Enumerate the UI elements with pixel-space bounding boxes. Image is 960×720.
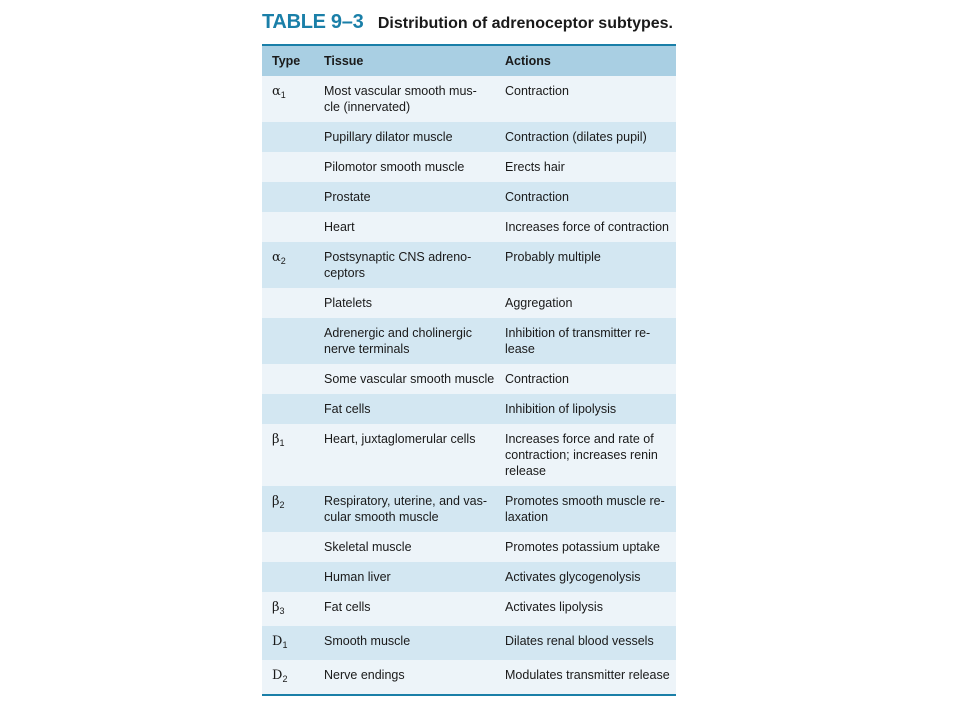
table-header-row (262, 46, 676, 76)
table-row (262, 364, 676, 394)
action-cell: Erects hair (505, 160, 565, 174)
tissue-cell: Postsynaptic CNS adreno- ceptors (324, 250, 472, 280)
tissue-cell: Human liver (324, 570, 391, 584)
type-cell (262, 76, 324, 122)
table-row (262, 424, 676, 486)
action-cell: Modulates transmitter release (505, 668, 670, 682)
receptor-subscript: 2 (282, 674, 288, 684)
type-cell (262, 660, 324, 694)
type-cell (262, 486, 324, 532)
action-cell: Promotes potassium uptake (505, 540, 660, 554)
action-cell: Contraction (505, 372, 569, 386)
type-cell (262, 152, 324, 182)
action-cell: Increases force of contraction (505, 220, 669, 234)
action-cell: Dilates renal blood vessels (505, 634, 654, 648)
table-row (262, 660, 676, 694)
receptor-subscript: 1 (279, 438, 285, 448)
action-cell: Promotes smooth muscle re- laxation (505, 494, 665, 524)
header-type: Type (272, 54, 301, 68)
table-number: TABLE 9–3 (262, 11, 364, 33)
tissue-cell: Platelets (324, 296, 372, 310)
receptor-subscript: 2 (279, 500, 285, 510)
type-cell (262, 626, 324, 660)
tissue-cell: Skeletal muscle (324, 540, 412, 554)
tissue-cell: Fat cells (324, 600, 371, 614)
tissue-cell: Nerve endings (324, 668, 405, 682)
tissue-cell: Pupillary dilator muscle (324, 130, 453, 144)
type-cell (262, 288, 324, 318)
action-cell: Activates lipolysis (505, 600, 603, 614)
type-cell (262, 182, 324, 212)
receptor-subscript: 3 (279, 606, 285, 616)
type-cell (262, 562, 324, 592)
table-title (262, 8, 673, 36)
header-actions: Actions (505, 54, 551, 68)
type-cell (262, 212, 324, 242)
table-row (262, 318, 676, 364)
table-row (262, 212, 676, 242)
table-row (262, 122, 676, 152)
type-cell (262, 364, 324, 394)
table-body (262, 76, 676, 694)
tissue-cell: Respiratory, uterine, and vas- cular smooth muscle (324, 494, 488, 524)
tissue-cell: Most vascular smooth mus- cle (innervated) (324, 84, 477, 114)
action-cell: Activates glycogenolysis (505, 570, 641, 584)
table-row (262, 242, 676, 288)
table-row (262, 288, 676, 318)
table-row (262, 562, 676, 592)
receptor-subscript: 1 (282, 640, 288, 650)
tissue-cell: Heart, juxtaglomerular cells (324, 432, 476, 446)
type-cell (262, 592, 324, 626)
receptor-symbol: β (272, 432, 280, 447)
action-cell: Inhibition of lipolysis (505, 402, 617, 416)
action-cell: Increases force and rate of contraction; increases renin release (505, 432, 658, 478)
table-row (262, 182, 676, 212)
receptor-symbol: D (272, 668, 283, 683)
type-cell (262, 318, 324, 364)
type-cell (262, 122, 324, 152)
receptor-symbol: β (272, 494, 280, 509)
action-cell: Inhibition of transmitter re- lease (505, 326, 651, 356)
type-cell (262, 242, 324, 288)
action-cell: Aggregation (505, 296, 573, 310)
tissue-cell: Fat cells (324, 402, 371, 416)
header-tissue: Tissue (324, 54, 364, 68)
action-cell: Contraction (505, 84, 569, 98)
receptor-symbol: D (272, 634, 283, 649)
action-cell: Contraction (dilates pupil) (505, 130, 647, 144)
tissue-cell: Adrenergic and cholinergic nerve terminals (324, 326, 473, 356)
type-cell (262, 424, 324, 486)
table-caption: Distribution of adrenoceptor subtypes. (377, 15, 673, 32)
receptor-subscript: 2 (280, 256, 286, 266)
receptor-symbol: β (272, 600, 280, 615)
receptor-symbol: α (272, 250, 281, 265)
table-row (262, 394, 676, 424)
adrenoceptor-table (262, 44, 676, 696)
tissue-cell: Some vascular smooth muscle (324, 372, 495, 386)
table-row (262, 626, 676, 660)
table-row (262, 532, 676, 562)
table-row (262, 486, 676, 532)
tissue-cell: Prostate (324, 190, 371, 204)
type-cell (262, 532, 324, 562)
tissue-cell: Heart (324, 220, 355, 234)
tissue-cell: Smooth muscle (324, 634, 411, 648)
table-row (262, 152, 676, 182)
tissue-cell: Pilomotor smooth muscle (324, 160, 465, 174)
table-row (262, 76, 676, 122)
table-row (262, 592, 676, 626)
receptor-symbol: α (272, 84, 281, 99)
action-cell: Probably multiple (505, 250, 601, 264)
action-cell: Contraction (505, 190, 569, 204)
receptor-subscript: 1 (280, 90, 286, 100)
type-cell (262, 394, 324, 424)
